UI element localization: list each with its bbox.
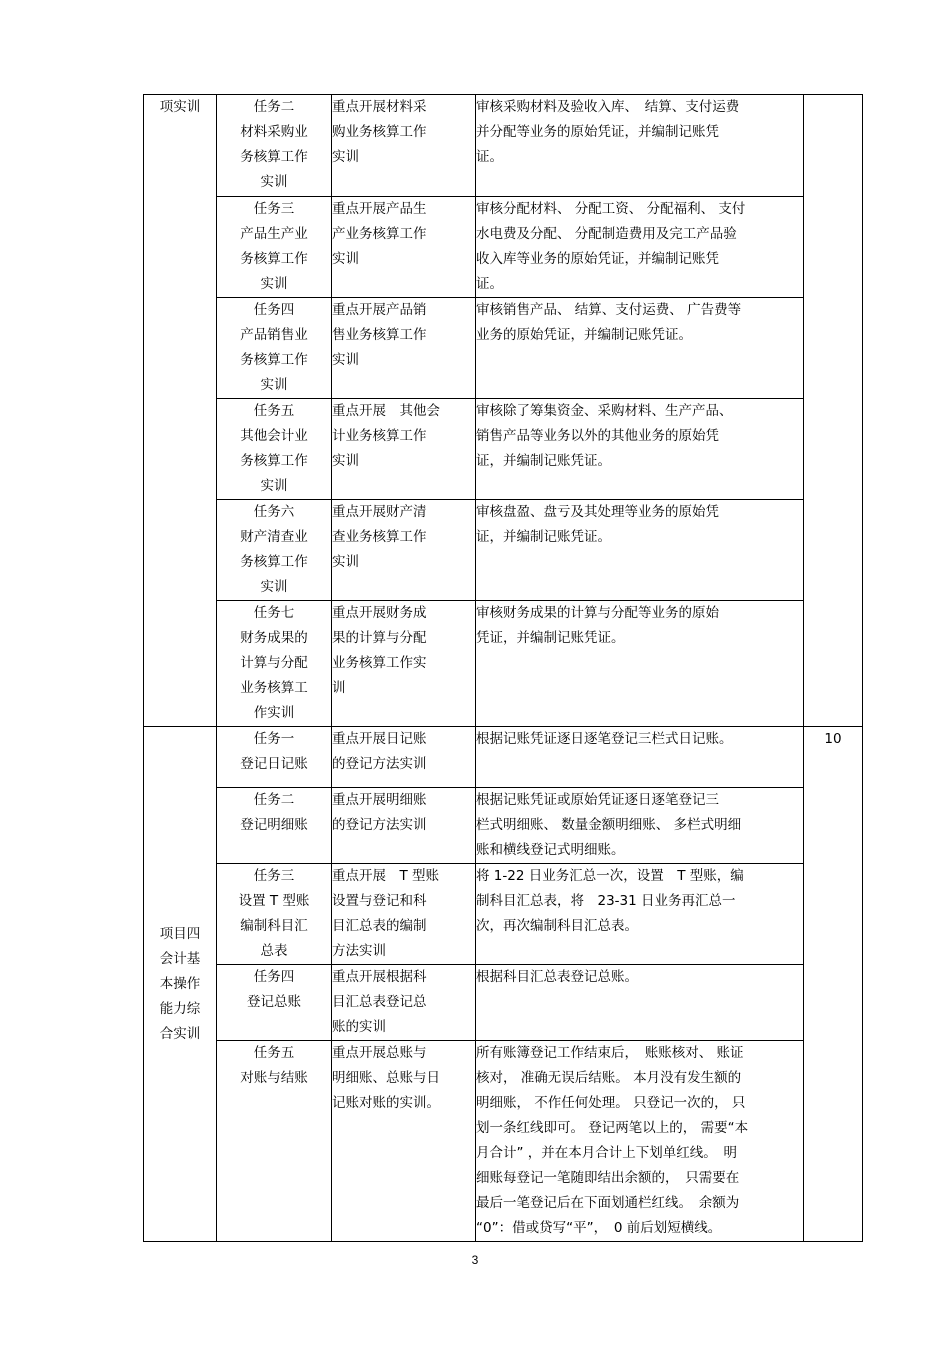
cell-text-line: 所有账簿登记工作结束后， 账账核对、 账证 <box>476 1045 744 1061</box>
cell-text-line: 实训 <box>332 251 359 267</box>
cell-text-line: 实训 <box>332 149 359 165</box>
cell-text-line: 制科目汇总表，将 23-31 日业务再汇总一 <box>476 893 736 909</box>
cell-text-line: 最后一笔登记后在下面划通栏红线。 余额为 <box>476 1195 740 1211</box>
content-cell <box>476 95 804 197</box>
cell-text-line: 将 1-22 日业务汇总一次，设置 T 型账，编 <box>476 868 744 884</box>
cell-text-line: 核对， 准确无误后结账。 本月没有发生额的 <box>476 1070 742 1086</box>
cell-text-line: 任务六 <box>253 504 295 520</box>
cell-text-line: 重点开展 T 型账 <box>332 868 440 884</box>
cell-text-line: 实训 <box>260 478 288 494</box>
focus-cell <box>332 788 476 864</box>
cell-text-line: 任务三 <box>253 868 295 884</box>
task-cell <box>217 95 332 197</box>
cell-text-line: 实训 <box>260 579 288 595</box>
cell-text-line: 目汇总表的编制 <box>332 918 427 934</box>
cell-text-line: 重点开展材料采 <box>332 99 427 115</box>
focus-cell <box>332 727 476 788</box>
cell-text-line: 重点开展财产清 <box>332 504 427 520</box>
task-cell <box>217 1041 332 1242</box>
cell-text-line: 任务四 <box>253 969 295 985</box>
focus-cell <box>332 864 476 965</box>
cell-text-line: 重点开展日记账 <box>332 731 427 747</box>
cell-text-line: 产业务核算工作 <box>332 226 427 242</box>
cell-text-line: 业务核算工 <box>240 680 308 696</box>
cell-text-line: 实训 <box>260 174 288 190</box>
task-cell <box>217 500 332 601</box>
cell-text-line: 售业务核算工作 <box>332 327 427 343</box>
table-row <box>144 601 863 727</box>
cell-text-line: 的登记方法实训 <box>332 756 427 772</box>
table-row <box>144 95 863 197</box>
cell-text-line: 计算与分配 <box>240 655 308 671</box>
page-number: 3 <box>471 1253 479 1267</box>
cell-text-line: 本操作 <box>159 975 201 992</box>
task-cell <box>217 788 332 864</box>
hours-cell <box>804 95 863 727</box>
cell-text-line: 证。 <box>476 276 503 292</box>
cell-text-line: 根据记账凭证逐日逐笔登记三栏式日记账。 <box>476 731 733 747</box>
task-cell <box>217 864 332 965</box>
content-cell <box>476 298 804 399</box>
cell-text-line: 务核算工作 <box>240 149 308 165</box>
cell-text-line: 财产清查业 <box>240 529 308 545</box>
task-cell <box>217 197 332 298</box>
cell-text-line: 重点开展根据科 <box>332 969 427 985</box>
cell-text-line: 能力综 <box>159 1000 201 1017</box>
cell-text-line: 重点开展总账与 <box>332 1045 427 1061</box>
cell-text-line: 划一条红线即可。 登记两笔以上的， 需要“本 <box>476 1120 749 1136</box>
cell-text-line: 任务三 <box>253 201 295 217</box>
task-cell <box>217 727 332 788</box>
cell-text-line: 重点开展明细账 <box>332 792 427 808</box>
cell-text-line: 实训 <box>332 453 359 469</box>
cell-text-line: 明细账， 不作任何处理。 只登记一次的， 只 <box>476 1095 746 1111</box>
focus-cell <box>332 965 476 1041</box>
content-cell <box>476 500 804 601</box>
cell-text-line: 果的计算与分配 <box>332 630 427 646</box>
content-cell <box>476 399 804 500</box>
focus-cell <box>332 298 476 399</box>
cell-text-line: 审核除了筹集资金、采购材料、生产产品、 <box>476 403 733 419</box>
cell-text-line: 收入库等业务的原始凭证，并编制记账凭 <box>476 251 719 267</box>
cell-text-line: 产品生产业 <box>240 226 308 242</box>
focus-cell <box>332 500 476 601</box>
cell-text-line: 登记总账 <box>247 994 301 1010</box>
cell-text-line: 会计基 <box>159 950 201 967</box>
cell-text-line: 登记日记账 <box>240 756 308 772</box>
cell-text-line: 材料采购业 <box>240 124 308 140</box>
cell-text-line: 水电费及分配、 分配制造费用及完工产品验 <box>476 226 737 242</box>
cell-text-line: 账的实训 <box>332 1019 386 1035</box>
content-cell <box>476 864 804 965</box>
cell-text-line: 明细账、总账与日 <box>332 1070 440 1086</box>
cell-text-line: 业务的原始凭证，并编制记账凭证。 <box>476 327 692 343</box>
cell-text-line: 务核算工作 <box>240 352 308 368</box>
cell-text-line: 作实训 <box>253 705 295 721</box>
table-row <box>144 864 863 965</box>
project-cell <box>144 727 217 1242</box>
focus-cell <box>332 197 476 298</box>
content-cell <box>476 601 804 727</box>
cell-text-line: 月合计” ，并在本月合计上下划单红线。 明 <box>476 1145 738 1161</box>
cell-text-line: 重点开展产品生 <box>332 201 427 217</box>
cell-text-line: 根据科目汇总表登记总账。 <box>476 969 638 985</box>
cell-text-line: 实训 <box>260 377 288 393</box>
training-plan-table <box>143 94 863 1242</box>
cell-text-line: 对账与结账 <box>240 1070 308 1086</box>
cell-text-line: 登记明细账 <box>240 817 308 833</box>
focus-cell <box>332 399 476 500</box>
cell-text-line: 务核算工作 <box>240 453 308 469</box>
cell-text-line: 实训 <box>332 554 359 570</box>
cell-text-line: 审核分配材料、 分配工资、 分配福利、 支付 <box>476 201 746 217</box>
content-cell <box>476 1041 804 1242</box>
cell-text-line: 查业务核算工作 <box>332 529 427 545</box>
cell-text-line: 细账每登记一笔随即结出余额的， 只需要在 <box>476 1170 740 1186</box>
cell-text-line: 销售产品等业务以外的其他业务的原始凭 <box>476 428 719 444</box>
cell-text-line: 项目四 <box>159 925 201 942</box>
table-row <box>144 197 863 298</box>
cell-text-line: 训 <box>332 680 346 696</box>
cell-text-line: 的登记方法实训 <box>332 817 427 833</box>
content-cell <box>476 727 804 788</box>
cell-text-line: 业务核算工作实 <box>332 655 427 671</box>
cell-text-line: 任务二 <box>253 792 295 808</box>
cell-text-line: 次，再次编制科目汇总表。 <box>476 918 638 934</box>
focus-cell <box>332 1041 476 1242</box>
focus-cell <box>332 601 476 727</box>
cell-text-line: 审核财务成果的计算与分配等业务的原始 <box>476 605 719 621</box>
cell-text-line: 任务二 <box>253 99 295 115</box>
cell-text-line: 任务五 <box>253 1045 295 1061</box>
cell-text-line: “0”：借或贷写“平”， 0 前后划短横线。 <box>476 1220 722 1236</box>
cell-text-line: 项实训 <box>159 99 201 115</box>
cell-text-line: 任务五 <box>253 403 295 419</box>
project-cell <box>144 95 217 727</box>
cell-text-line: 重点开展财务成 <box>332 605 427 621</box>
table-row <box>144 788 863 864</box>
cell-text-line: 财务成果的 <box>240 630 308 646</box>
cell-text-line: 根据记账凭证或原始凭证逐日逐笔登记三 <box>476 792 719 808</box>
cell-text-line: 实训 <box>260 276 288 292</box>
cell-text-line: 实训 <box>332 352 359 368</box>
cell-text-line: 设置 T 型账 <box>238 893 310 909</box>
table-row <box>144 399 863 500</box>
task-cell <box>217 965 332 1041</box>
table-row <box>144 1041 863 1242</box>
cell-text-line: 证。 <box>476 149 503 165</box>
cell-text-line: 审核盘盈、盘亏及其处理等业务的原始凭 <box>476 504 719 520</box>
cell-text-line: 产品销售业 <box>240 327 308 343</box>
cell-text-line: 并分配等业务的原始凭证，并编制记账凭 <box>476 124 719 140</box>
cell-text-line: 栏式明细账、 数量金额明细账、 多栏式明细 <box>476 817 742 833</box>
cell-text-line: 审核销售产品、 结算、支付运费、 广告费等 <box>476 302 742 318</box>
content-cell <box>476 965 804 1041</box>
cell-text-line: 计业务核算工作 <box>332 428 427 444</box>
cell-text-line: 编制科目汇 <box>240 918 308 934</box>
cell-text-line: 凭证，并编制记账凭证。 <box>476 630 625 646</box>
table-row <box>144 965 863 1041</box>
cell-text-line: 证，并编制记账凭证。 <box>476 529 611 545</box>
cell-text-line: 目汇总表登记总 <box>332 994 427 1010</box>
cell-text-line: 重点开展 其他会 <box>332 403 440 419</box>
cell-text-line: 审核采购材料及验收入库、 结算、支付运费 <box>476 99 740 115</box>
cell-text-line: 设置与登记和科 <box>332 893 427 909</box>
table-row <box>144 298 863 399</box>
task-cell <box>217 601 332 727</box>
content-cell <box>476 197 804 298</box>
cell-text-line: 重点开展产品销 <box>332 302 427 318</box>
cell-text-line: 方法实训 <box>332 943 386 959</box>
cell-text-line: 任务一 <box>253 731 295 747</box>
cell-text-line: 账和横线登记式明细账。 <box>476 842 625 858</box>
table-row <box>144 500 863 601</box>
cell-text-line: 务核算工作 <box>240 251 308 267</box>
cell-text-line: 其他会计业 <box>240 428 308 444</box>
cell-text-line: 证，并编制记账凭证。 <box>476 453 611 469</box>
table-row <box>144 727 863 788</box>
task-cell <box>217 298 332 399</box>
cell-text-line: 任务七 <box>253 605 295 621</box>
cell-text-line: 总表 <box>260 943 288 959</box>
hours-cell: 10 <box>804 727 863 1242</box>
cell-text-line: 任务四 <box>253 302 295 318</box>
content-cell <box>476 788 804 864</box>
cell-text-line: 购业务核算工作 <box>332 124 427 140</box>
cell-text-line: 务核算工作 <box>240 554 308 570</box>
task-cell <box>217 399 332 500</box>
cell-text-line: 合实训 <box>159 1025 201 1042</box>
focus-cell <box>332 95 476 197</box>
cell-text-line: 记账对账的实训。 <box>332 1095 440 1111</box>
